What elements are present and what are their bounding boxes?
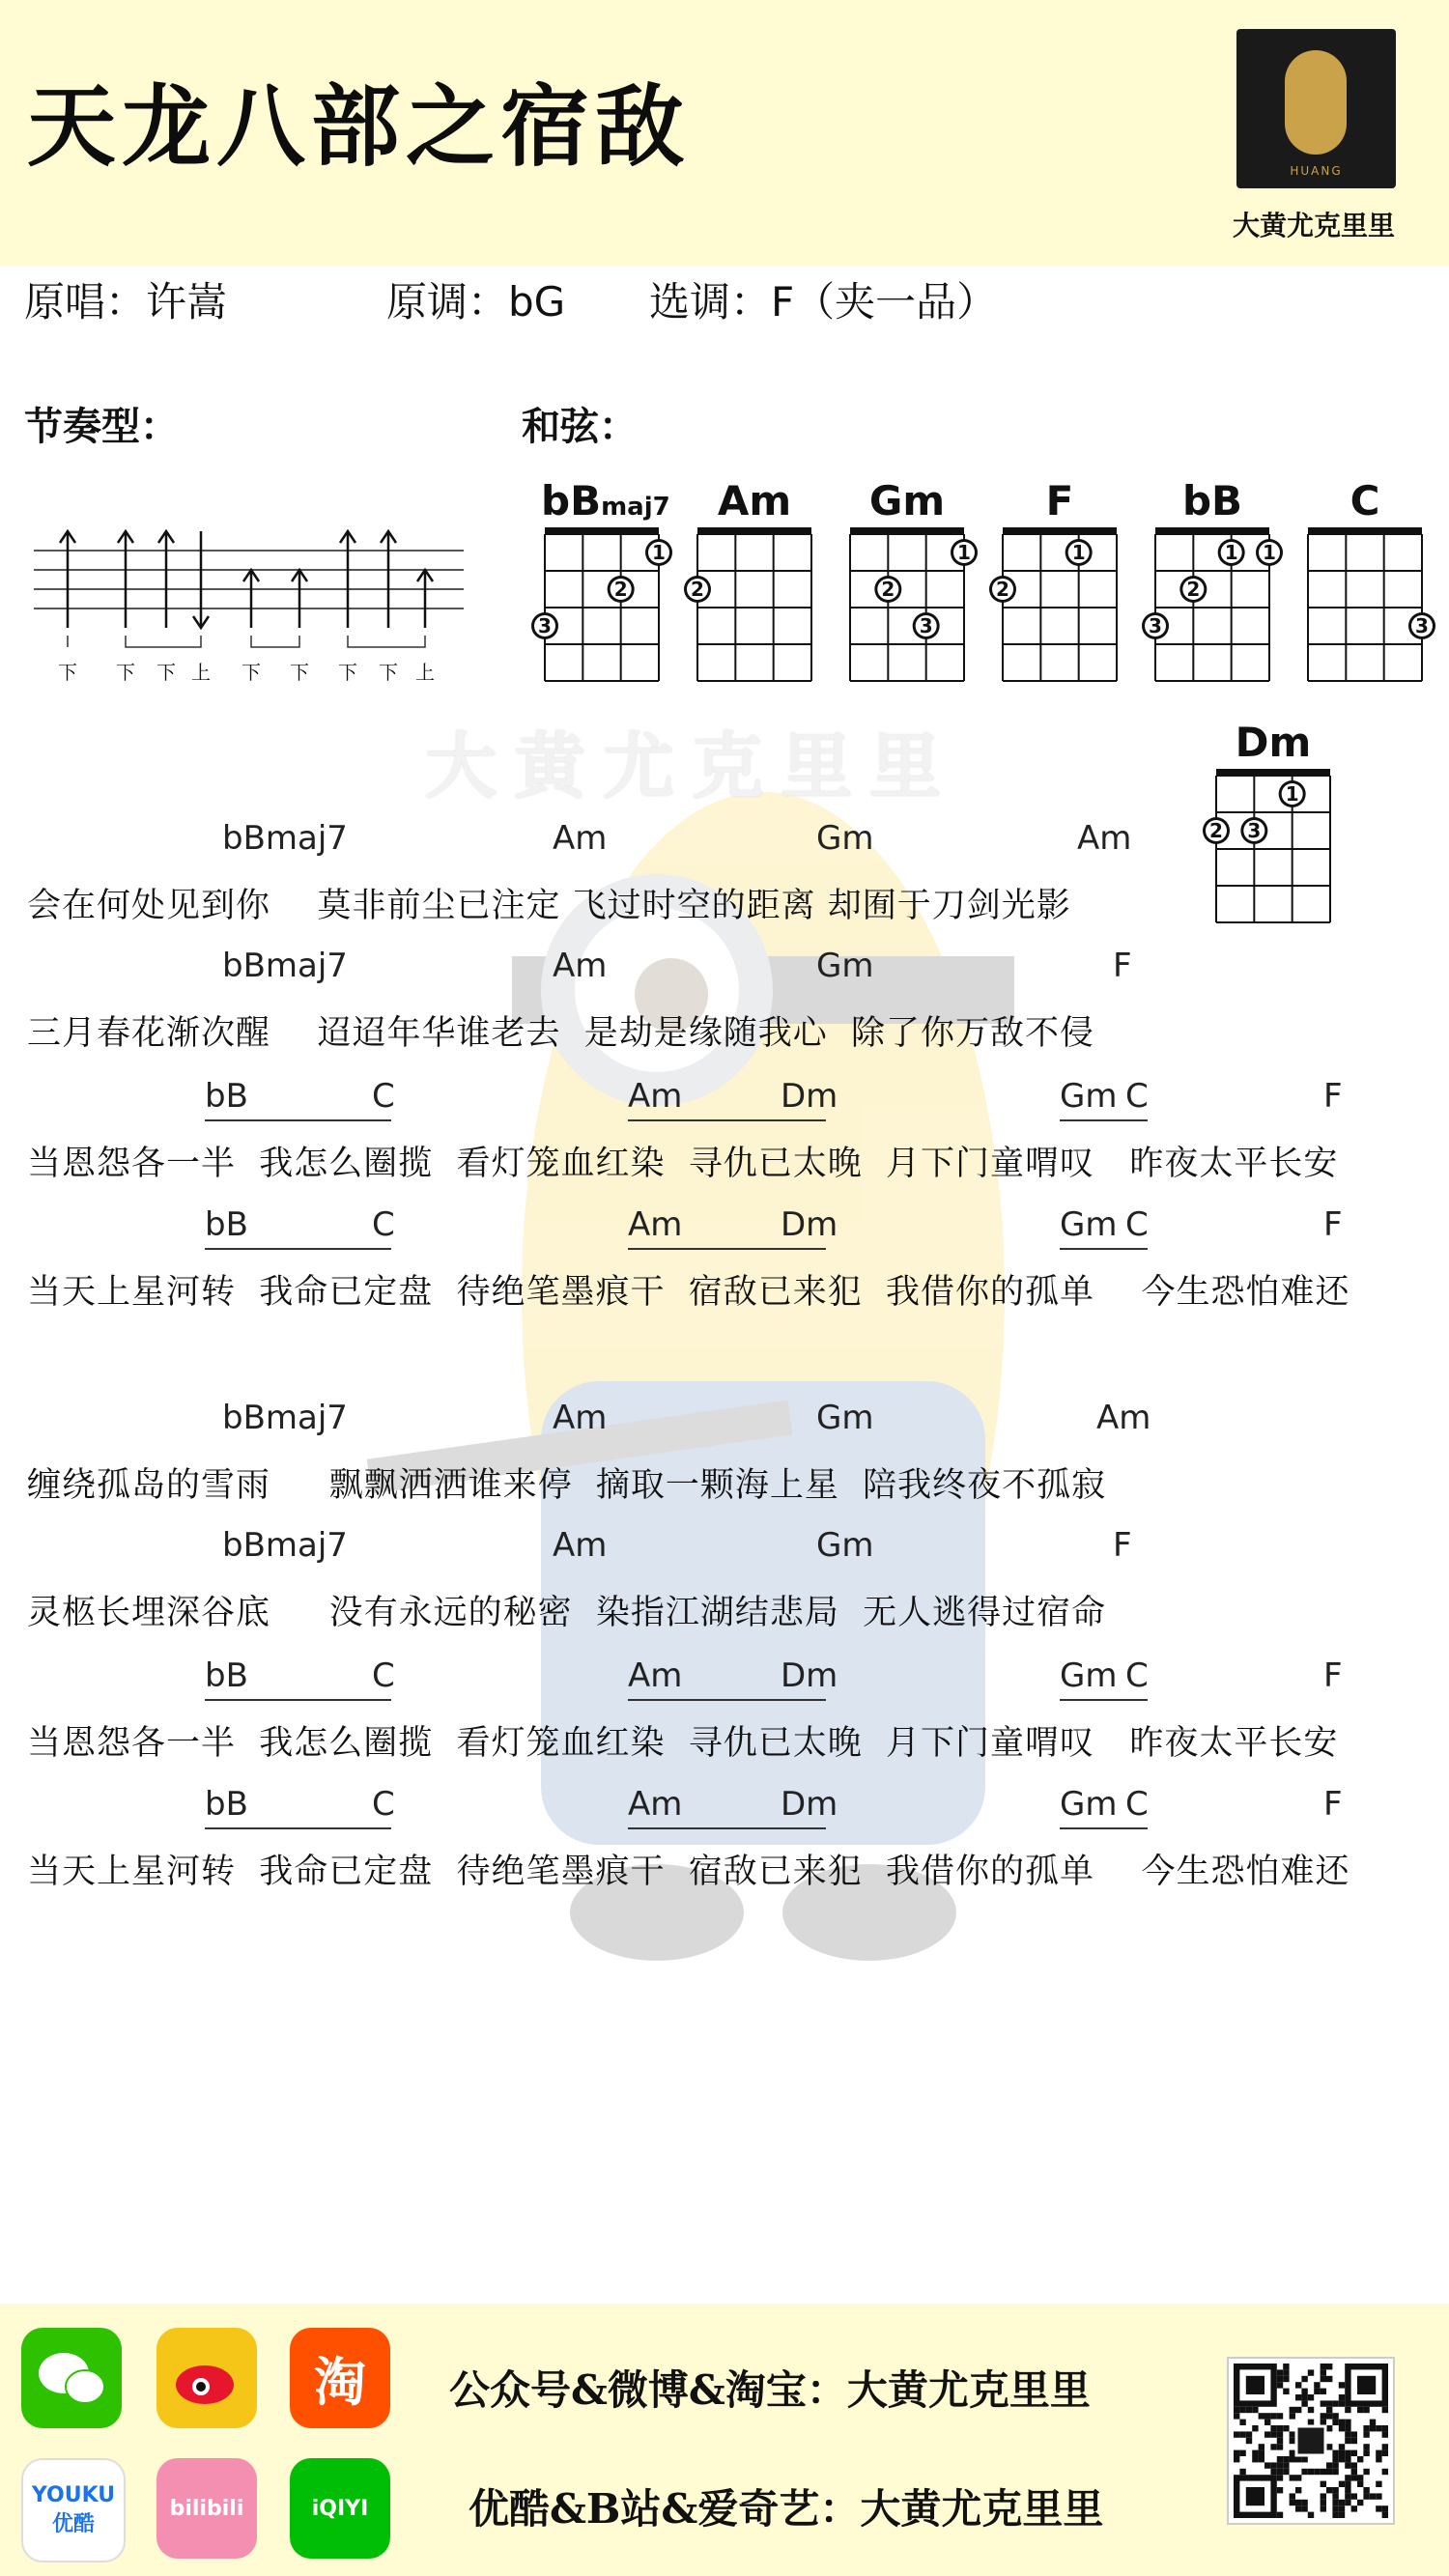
finger-dot: [1218, 539, 1245, 566]
logo-seal-icon: [1285, 50, 1347, 155]
chord-name: [1212, 720, 1334, 766]
chord-label: Dm: [781, 1077, 838, 1116]
chord-label: Am: [628, 1785, 683, 1824]
chord-label: F: [1323, 1077, 1343, 1116]
youku-icon[interactable]: YOUKU 优酷: [21, 2458, 126, 2562]
beam: [126, 636, 201, 647]
chord-diagram-bbmaj7: [538, 477, 670, 686]
finger-dot: [1142, 612, 1169, 639]
qr-code-icon: [1229, 2359, 1393, 2523]
chord-diagram-bb: [1149, 477, 1276, 686]
svg-text:2: 2: [881, 578, 895, 601]
svg-text:2: 2: [1186, 578, 1201, 601]
bar-underline: [628, 1248, 826, 1250]
chord-label: Am: [628, 1656, 683, 1695]
chord-row: [0, 1077, 1449, 1125]
beam: [348, 636, 425, 647]
svg-text:1: 1: [1071, 541, 1086, 564]
svg-text:3: 3: [1149, 614, 1162, 637]
lyric-line: 当天上星河转 我命已定盘 待绝笔墨痕干 宿敌已来犯 我借你的孤单 今生恐怕难还: [27, 1273, 1350, 1312]
finger-dot: [684, 576, 711, 603]
finger-dot: [989, 576, 1016, 603]
chord-diagram-f: [996, 477, 1121, 686]
finger-dot: [1065, 539, 1093, 566]
chord-label: Gm: [816, 1526, 874, 1565]
chord-label: C: [372, 1656, 395, 1695]
nut: [1155, 527, 1269, 534]
chord-label: Dm: [781, 1656, 838, 1695]
chord-diagram-am: [691, 477, 815, 686]
chord-label: bBmaj7: [222, 1526, 348, 1565]
rhythm-label: 节奏型：: [24, 405, 179, 449]
finger-dot: [531, 612, 558, 639]
chord-label: F: [1323, 1656, 1343, 1695]
chord-base: Am: [717, 477, 792, 524]
lyric-line: 缠绕孤岛的雪雨 飘飘洒洒谁来停 摘取一颗海上星 陪我终夜不孤寂: [27, 1466, 1107, 1505]
finger-dot: [1256, 539, 1283, 566]
finger-dot: [1279, 780, 1306, 807]
nut: [1216, 769, 1330, 776]
chord-label: bB: [205, 1077, 248, 1116]
up-arrow-icon: [340, 531, 355, 628]
finger-dot: [608, 576, 635, 603]
chord-label: bB: [205, 1656, 248, 1695]
chord-label: Am: [1096, 1399, 1151, 1437]
chord-label: Gm: [1060, 1077, 1118, 1116]
chord-label: Gm: [1060, 1785, 1118, 1824]
chord-label: bBmaj7: [222, 947, 348, 985]
strum-label: 下: [58, 661, 77, 684]
bar-underline: [205, 1119, 391, 1121]
fretboard: [846, 526, 971, 686]
chord-name: [694, 478, 815, 524]
chord-label: Gm: [816, 947, 874, 985]
svg-text:2: 2: [691, 578, 704, 601]
brand-name: 大黄尤克里里: [1232, 210, 1395, 241]
wechat-icon[interactable]: [21, 2328, 122, 2428]
chord-diagram-gm: [846, 477, 971, 686]
svg-text:3: 3: [1415, 614, 1429, 637]
weibo-icon[interactable]: [156, 2328, 257, 2428]
chord-row: [0, 819, 1449, 867]
finger-dot: [1179, 576, 1207, 603]
chord-suffix: maj7: [601, 493, 670, 522]
beam: [251, 636, 299, 647]
taobao-icon[interactable]: 淘: [290, 2328, 390, 2428]
chord-label: bB: [205, 1205, 248, 1244]
svg-text:1: 1: [1224, 541, 1238, 564]
chord-label: Am: [553, 1526, 608, 1565]
finger-dot: [874, 576, 901, 603]
fretboard: [996, 526, 1121, 686]
nut: [1003, 527, 1117, 534]
chord-label: C: [1125, 1785, 1149, 1824]
watermark: 大黄尤克里里: [425, 725, 958, 808]
svg-text:3: 3: [919, 614, 933, 637]
svg-text:2: 2: [613, 578, 628, 601]
bar-underline: [205, 1699, 391, 1701]
strum-label: 下: [379, 661, 398, 684]
chord-label: Am: [553, 819, 608, 858]
lyric-line: 会在何处见到你 莫非前尘已注定 飞过时空的距离 却囿于刀剑光影: [27, 887, 1071, 925]
down-arrow-icon: [243, 570, 259, 628]
strum-label: 下: [156, 661, 176, 684]
chord-label: Am: [628, 1205, 683, 1244]
fretboard: [691, 526, 815, 686]
strum-label: 下: [290, 661, 309, 684]
chord-label: Dm: [781, 1205, 838, 1244]
finger-dot: [951, 539, 978, 566]
brand-logo: [1236, 29, 1396, 188]
strum-label: 上: [191, 661, 211, 684]
chord-base: bB: [541, 477, 602, 524]
bar-underline: [1060, 1699, 1148, 1701]
chord-name: [1151, 478, 1273, 524]
down-arrow-icon: [292, 570, 307, 628]
chord-label: bBmaj7: [222, 1399, 348, 1437]
down-arrow-icon: [193, 531, 209, 628]
chord-name: [999, 478, 1121, 524]
chord-row: [0, 947, 1449, 995]
chord-row: [0, 1526, 1449, 1574]
bar-underline: [1060, 1827, 1148, 1829]
svg-text:3: 3: [538, 614, 552, 637]
chord-row: [0, 1785, 1449, 1833]
chord-row: [0, 1205, 1449, 1254]
chord-label: C: [372, 1077, 395, 1116]
rhythm-staff: [29, 512, 473, 657]
lyric-line: 灵柩长埋深谷底 没有永远的秘密 染指江湖结悲局 无人逃得过宿命: [27, 1594, 1107, 1632]
chord-label: Am: [553, 1399, 608, 1437]
svg-text:2: 2: [1209, 819, 1223, 842]
chord-base: Gm: [868, 477, 946, 524]
chord-label: F: [1323, 1205, 1343, 1244]
chord-label: C: [372, 1205, 395, 1244]
fretboard: [1149, 526, 1276, 686]
bar-underline: [628, 1827, 826, 1829]
chord-label: Gm: [1060, 1656, 1118, 1695]
iqiyi-icon[interactable]: iQIYI: [290, 2458, 390, 2559]
logo-text: HUANG: [1290, 164, 1343, 178]
finger-dot: [1408, 612, 1435, 639]
chord-label: F: [1113, 1526, 1132, 1565]
fretboard: [1304, 526, 1429, 686]
chord-label: Am: [553, 947, 608, 985]
nut: [545, 527, 659, 534]
strum-label: 上: [415, 661, 435, 684]
strum-label: 下: [338, 661, 357, 684]
chord-base: C: [1350, 477, 1380, 524]
chord-name: [1304, 478, 1426, 524]
lyric-line: 当恩怨各一半 我怎么圈揽 看灯笼血红染 寻仇已太晚 月下门童喟叹 昨夜太平长安: [27, 1724, 1339, 1763]
chord-row: [0, 1656, 1449, 1705]
fretboard: [538, 526, 666, 686]
chord-name: [846, 478, 968, 524]
bar-underline: [1060, 1248, 1148, 1250]
original-key: 原调：bG: [386, 278, 566, 326]
svg-text:1: 1: [1263, 541, 1276, 564]
svg-text:2: 2: [996, 578, 1009, 601]
nut: [1308, 527, 1422, 534]
chord-diagram-c: [1304, 477, 1429, 686]
bar-underline: [205, 1827, 391, 1829]
song-title: 天龙八部之宿敌: [27, 74, 691, 179]
chord-label: C: [1125, 1656, 1149, 1695]
social-accounts-line1: 公众号&微博&淘宝：大黄尤克里里: [449, 2366, 1091, 2414]
lyric-line: 三月春花渐次醒 迢迢年华谁老去 是劫是缘随我心 除了你万敌不侵: [27, 1014, 1095, 1053]
down-arrow-icon: [417, 570, 433, 628]
lyric-line: 当恩怨各一半 我怎么圈揽 看灯笼血红染 寻仇已太晚 月下门童喟叹 昨夜太平长安: [27, 1145, 1339, 1183]
nut: [697, 527, 811, 534]
up-arrow-icon: [158, 531, 174, 628]
finger-dot: [913, 612, 940, 639]
chord-label: Gm: [816, 1399, 874, 1437]
bar-underline: [628, 1699, 826, 1701]
chord-label: Am: [628, 1077, 683, 1116]
chords-label: 和弦：: [522, 405, 638, 449]
chord-label: Dm: [781, 1785, 838, 1824]
finger-dot: [645, 539, 672, 566]
selected-key: 选调：F（夹一品）: [649, 278, 998, 326]
bar-underline: [205, 1248, 391, 1250]
chord-label: Am: [1077, 819, 1132, 858]
chord-label: F: [1113, 947, 1132, 985]
chord-base: bB: [1181, 477, 1243, 524]
original-singer: 原唱：许嵩: [24, 278, 228, 326]
bar-underline: [628, 1119, 826, 1121]
chord-name: [541, 477, 670, 530]
up-arrow-icon: [381, 531, 396, 628]
svg-text:1: 1: [652, 541, 666, 564]
chord-row: [0, 1399, 1449, 1447]
bilibili-icon[interactable]: bilibili: [156, 2458, 257, 2559]
svg-text:1: 1: [1285, 782, 1299, 806]
strum-label: 下: [242, 661, 261, 684]
lyric-line: 当天上星河转 我命已定盘 待绝笔墨痕干 宿敌已来犯 我借你的孤单 今生恐怕难还: [27, 1853, 1350, 1891]
svg-text:1: 1: [957, 541, 971, 564]
chord-label: C: [372, 1785, 395, 1824]
up-arrow-icon: [118, 531, 133, 628]
bar-underline: [1060, 1119, 1148, 1121]
chord-label: bB: [205, 1785, 248, 1824]
rhythm-pattern: [29, 512, 473, 695]
chord-base: F: [1045, 477, 1074, 524]
social-accounts-line2: 优酷&B站&爱奇艺：大黄尤克里里: [469, 2485, 1104, 2533]
chord-label: Gm: [1060, 1205, 1118, 1244]
chord-label: C: [1125, 1077, 1149, 1116]
qr-code[interactable]: [1227, 2357, 1395, 2525]
chord-label: F: [1323, 1785, 1343, 1824]
svg-text:3: 3: [1247, 819, 1262, 842]
chord-base: Dm: [1235, 719, 1312, 766]
nut: [850, 527, 964, 534]
chord-label: bBmaj7: [222, 819, 348, 858]
chord-label: Gm: [816, 819, 874, 858]
chord-label: C: [1125, 1205, 1149, 1244]
up-arrow-icon: [60, 531, 75, 628]
strum-label: 下: [116, 661, 135, 684]
